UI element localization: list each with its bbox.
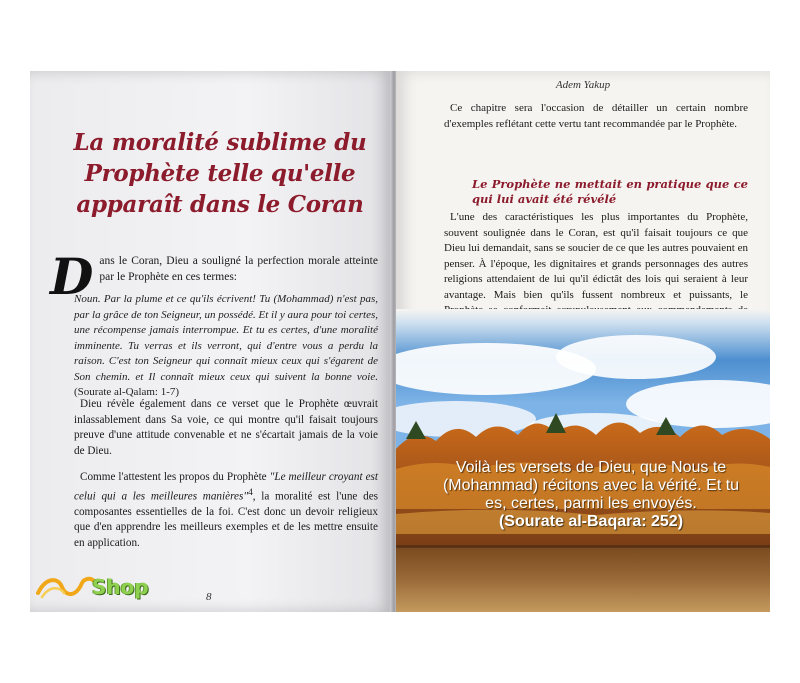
chapter-title: La moralité sublime du Prophète telle qu'elle apparaît dans le Coran	[73, 129, 367, 218]
shop-logo-text: Shop	[92, 575, 149, 599]
shop-logo	[36, 571, 166, 605]
overlay-verse	[432, 459, 750, 531]
right-paragraph-1: Ce chapitre sera l'occasion de détailler un certain nombre d'exemples reflétant cette vertu tant recommandée par le Prophète.	[444, 102, 748, 130]
right-paragraph-2: L'une des caractéristiques les plus importantes du Prophète, souvent soulignée dans le Coran, est qu'il faisait toujours ce que Dieu lui demandait, sans se soucier de ce que les autres pouvaient en penser. À l'époque, les dignitaires et grands personnages des autres religions attendaient de lui qu'il édictât des lois qui seraient à leur avantage. Mais bien qu'ils fussent nombreux et puissants, le	[444, 211, 748, 301]
quran-verse-block	[74, 292, 378, 401]
left-paragraph-2	[74, 470, 378, 551]
drop-cap: D	[50, 247, 94, 306]
verse-text: Noun. Par la plume et ce qu'ils écrivent! Tu (Mohammad) n'est pas, par la grâce de ton Seigneur, un possédé. Et il y aura pour toi certes, une récompense jamais interrompue. Et tu es certes, d'une moralité imminente. Tu verras et ils verront, qui d'entre vous a perdu la raison. C'est ton Seigneur qui connaît mieux ceux qui s'égarent de Son chemin. et Il connaît mieux ceux qui suivent la bonne voie.	[74, 293, 378, 383]
paragraph-2-start: Comme l'attestent les propos du Prophète	[80, 471, 270, 483]
hadith-quote: "Le meilleur croyant est celui qui a les meilleures manières"	[74, 471, 379, 503]
author-header: Adem Yakup	[555, 79, 611, 91]
overlay-verse-text: Voilà les versets de Dieu, que Nous te (Mohammad) récitons avec la vérité. Et tu es, certes, parmi les envoyés.	[442, 459, 740, 512]
swirl-icon	[36, 571, 96, 605]
book-spread	[30, 71, 770, 612]
verse-reference: (Sourate al-Qalam: 1-7)	[74, 386, 180, 398]
left-paragraph-1: Dieu révèle également dans ce verset que le Prophète œuvrait inlassablement dans Sa voie, ce qui montre qu'il faisait toujours preuve d'une attitude convenable et ne s'écartait jamais de la voie de Dieu.	[74, 398, 378, 457]
intro-text: ans le Coran, Dieu a souligné la perfection morale atteinte par le Prophète en ces termes:	[99, 255, 378, 283]
page-number: 8	[206, 591, 212, 603]
overlay-verse-reference: (Sourate al-Baqara: 252)	[498, 513, 684, 530]
right-page	[396, 71, 770, 612]
left-page	[30, 71, 392, 612]
footnote-marker: 4	[248, 487, 253, 498]
paragraph-2-end: , la moralité est l'une des composantes essentielles de la foi. C'est donc un devoir religieux que d'en apprendre les meilleurs exemples et de les mettre ensuite en application.	[74, 490, 379, 549]
section-title: Le Prophète ne mettait en pratique que ce qui lui avait été révélé	[472, 177, 748, 206]
